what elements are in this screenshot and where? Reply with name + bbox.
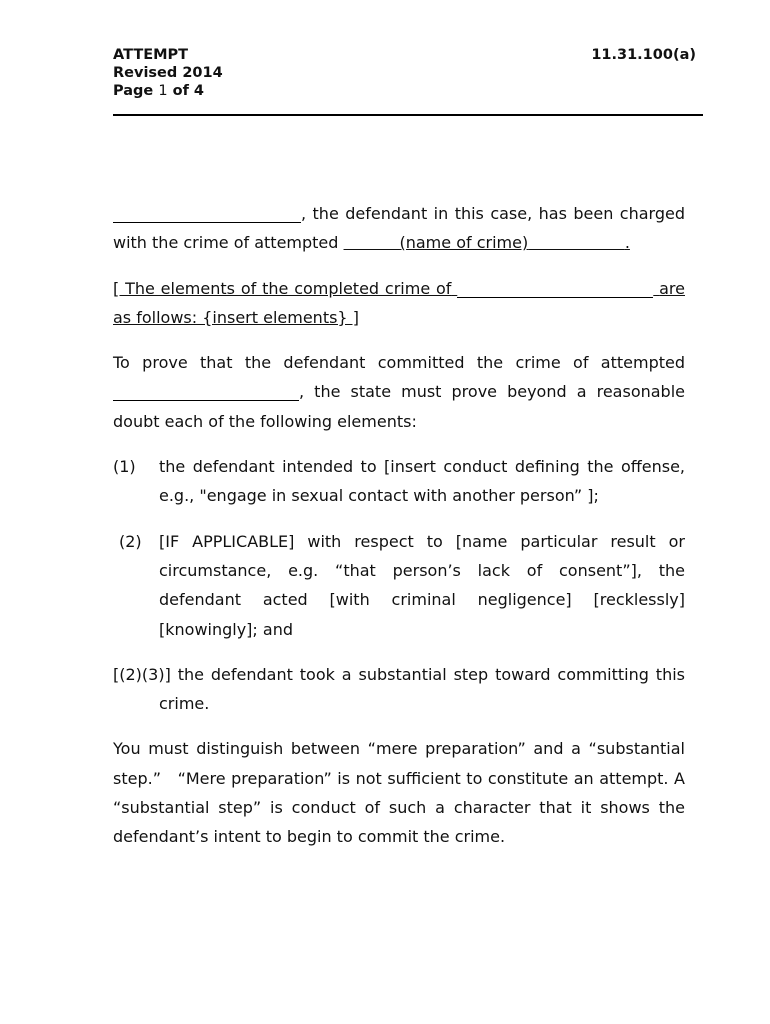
crime-name-blank: [344, 233, 625, 252]
document-header: [113, 46, 703, 100]
header-rule: [113, 114, 703, 116]
page-total: of 4: [172, 83, 205, 99]
instruction-title: ATTEMPT: [113, 47, 189, 63]
element-number-1: (1): [113, 457, 136, 477]
element-number-2: (2): [119, 531, 142, 551]
charge-paragraph: [113, 199, 685, 258]
substantial-step-paragraph: You must distinguish between “mere preparation” and a “substantial step.” “Mere preparation” is not sufficient to constitute an attempt. A “substantial step” is conduct of such a character that it shows the defendant’s intent to begin to commit the crime.: [113, 739, 685, 847]
page-word: Page: [113, 83, 154, 99]
element-text-1: the defendant intended to [insert conduct defining the offense, e.g., "engage in sexual contact with another person” ];: [159, 457, 685, 506]
completed-crime-blank: [457, 279, 653, 298]
elements-paragraph: [113, 274, 685, 333]
page-number: 1: [158, 83, 168, 99]
element-item-3: [(2)(3)] the defendant took a substantial step toward committing this crime.: [113, 664, 685, 714]
page-indicator: [113, 82, 703, 100]
burden-intro: To prove that the defendant committed the crime of attempted: [113, 353, 685, 373]
elements-text: [ The elements of the completed crime of: [113, 278, 452, 298]
charge-text: , the defendant in this case, has been charged with the crime of attempted: [113, 204, 685, 253]
burden-paragraph: [113, 348, 685, 436]
revision-date: Revised 2014: [113, 65, 223, 81]
crime-name-placeholder: (name of crime): [399, 233, 529, 253]
attempted-crime-blank: [113, 382, 299, 401]
document-body: [113, 199, 685, 868]
element-item-2: [113, 527, 685, 644]
instruction-number: 11.31.100(a): [591, 47, 696, 63]
element-item-1: [113, 452, 685, 511]
crime-name-pad-right: [528, 233, 625, 252]
charge-period: .: [624, 233, 630, 253]
elements-insert-text: are as follows: {insert elements} ]: [113, 278, 685, 327]
element-text-2: [IF APPLICABLE] with respect to [name particular result or circumstance, e.g. “that person’s lack of consent”], the defendant acted [with criminal negligence] [recklessly] [knowingly]; and: [159, 531, 685, 639]
defendant-name-blank: [113, 204, 301, 223]
burden-text: , the state must prove beyond a reasonable doubt each of the following elements:: [113, 382, 685, 431]
crime-name-pad-left: [344, 233, 400, 252]
